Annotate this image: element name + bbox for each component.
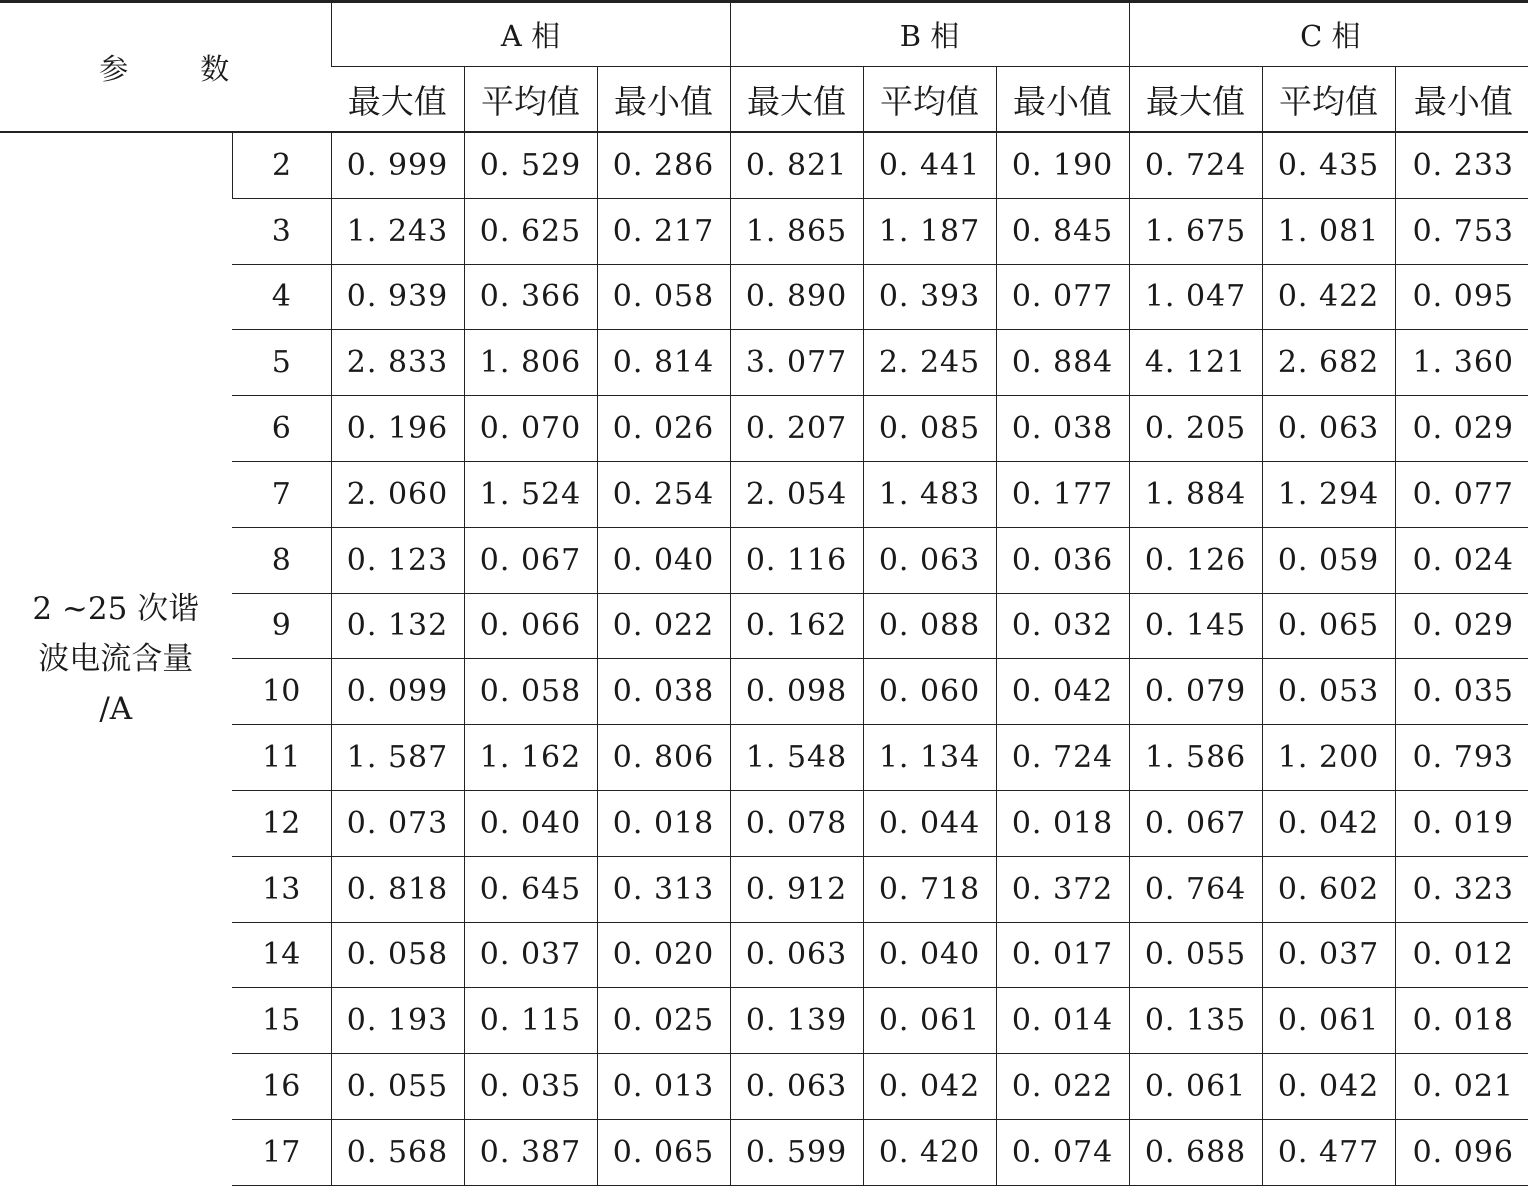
phase-b-avg-cell: 1. 483	[863, 461, 996, 527]
phase-a-max-cell: 0. 099	[331, 659, 464, 725]
phase-a-max-cell: 0. 818	[331, 856, 464, 922]
harmonic-order-cell: 9	[232, 593, 331, 659]
phase-c-max-cell: 0. 061	[1129, 1054, 1262, 1120]
phase-a-min-cell: 0. 026	[597, 396, 730, 462]
phase-b-min-cell: 0. 018	[996, 790, 1129, 856]
phase-b-min-cell: 0. 074	[996, 1119, 1129, 1185]
phase-a-avg-header: 平均值	[464, 67, 597, 133]
phase-b-min-cell: 0. 036	[996, 527, 1129, 593]
phase-c-avg-cell: 0. 042	[1262, 790, 1395, 856]
phase-a-min-cell: 0. 313	[597, 856, 730, 922]
phase-c-avg-cell: 0. 053	[1262, 659, 1395, 725]
phase-a-avg-cell: 1. 806	[464, 330, 597, 396]
phase-b-min-cell: 0. 032	[996, 593, 1129, 659]
phase-a-max-cell: 2. 060	[331, 461, 464, 527]
phase-c-max-cell: 1. 586	[1129, 725, 1262, 791]
harmonic-order-cell: 11	[232, 725, 331, 791]
phase-c-max-cell: 0. 724	[1129, 132, 1262, 198]
phase-a-avg-cell: 0. 387	[464, 1119, 597, 1185]
phase-c-min-cell: 0. 012	[1395, 922, 1528, 988]
phase-b-max-cell: 0. 162	[730, 593, 863, 659]
phase-b-max-cell: 1. 865	[730, 198, 863, 264]
phase-c-min-cell: 0. 753	[1395, 198, 1528, 264]
harmonic-order-cell: 16	[232, 1054, 331, 1120]
phase-c-min-cell: 0. 077	[1395, 461, 1528, 527]
group-label-line3: /A	[99, 691, 133, 728]
phase-a-max-cell: 0. 999	[331, 132, 464, 198]
phase-c-min-cell: 0. 018	[1395, 988, 1528, 1054]
phase-c-min-cell: 0. 029	[1395, 396, 1528, 462]
phase-a-min-cell: 0. 058	[597, 264, 730, 330]
phase-c-max-cell: 0. 055	[1129, 922, 1262, 988]
phase-a-max-cell: 0. 123	[331, 527, 464, 593]
phase-a-avg-cell: 0. 037	[464, 922, 597, 988]
phase-a-max-cell: 0. 196	[331, 396, 464, 462]
phase-b-avg-cell: 1. 134	[863, 725, 996, 791]
phase-c-max-cell: 0. 764	[1129, 856, 1262, 922]
phase-a-min-header: 最小值	[597, 67, 730, 133]
phase-a-min-cell: 0. 286	[597, 132, 730, 198]
phase-c-avg-cell: 0. 422	[1262, 264, 1395, 330]
phase-a-avg-cell: 0. 066	[464, 593, 597, 659]
phase-b-min-cell: 0. 017	[996, 922, 1129, 988]
phase-c-min-cell: 0. 096	[1395, 1119, 1528, 1185]
harmonic-order-cell: 12	[232, 790, 331, 856]
phase-a-avg-cell: 0. 645	[464, 856, 597, 922]
phase-a-max-cell: 0. 073	[331, 790, 464, 856]
phase-a-min-cell: 0. 018	[597, 790, 730, 856]
phase-c-avg-cell: 0. 477	[1262, 1119, 1395, 1185]
phase-b-max-cell: 0. 078	[730, 790, 863, 856]
phase-a-avg-cell: 0. 529	[464, 132, 597, 198]
phase-c-avg-cell: 0. 065	[1262, 593, 1395, 659]
phase-b-avg-cell: 0. 060	[863, 659, 996, 725]
phase-c-min-cell: 0. 793	[1395, 725, 1528, 791]
phase-a-avg-cell: 0. 115	[464, 988, 597, 1054]
phase-c-max-cell: 1. 675	[1129, 198, 1262, 264]
phase-b-min-cell: 0. 845	[996, 198, 1129, 264]
harmonic-order-cell: 10	[232, 659, 331, 725]
phase-b-avg-cell: 0. 061	[863, 988, 996, 1054]
phase-b-avg-cell: 0. 040	[863, 922, 996, 988]
phase-c-max-cell: 0. 688	[1129, 1119, 1262, 1185]
phase-b-max-cell: 2. 054	[730, 461, 863, 527]
phase-a-max-cell: 0. 193	[331, 988, 464, 1054]
phase-c-max-cell: 4. 121	[1129, 330, 1262, 396]
harmonic-order-cell: 15	[232, 988, 331, 1054]
phase-a-avg-cell: 0. 040	[464, 790, 597, 856]
phase-b-max-cell: 0. 890	[730, 264, 863, 330]
harmonic-order-cell: 13	[232, 856, 331, 922]
harmonic-order-cell: 17	[232, 1119, 331, 1185]
phase-a-max-cell: 0. 568	[331, 1119, 464, 1185]
phase-c-max-cell: 0. 126	[1129, 527, 1262, 593]
phase-c-min-cell: 0. 029	[1395, 593, 1528, 659]
phase-b-min-cell: 0. 190	[996, 132, 1129, 198]
phase-c-max-header: 最大值	[1129, 67, 1262, 133]
phase-b-min-cell: 0. 014	[996, 988, 1129, 1054]
harmonic-order-cell: 7	[232, 461, 331, 527]
phase-b-max-header: 最大值	[730, 67, 863, 133]
phase-a-max-cell: 1. 243	[331, 198, 464, 264]
phase-a-max-cell: 0. 132	[331, 593, 464, 659]
phase-c-max-cell: 0. 079	[1129, 659, 1262, 725]
phase-c-avg-cell: 0. 063	[1262, 396, 1395, 462]
phase-b-max-cell: 0. 116	[730, 527, 863, 593]
phase-c-min-cell: 0. 323	[1395, 856, 1528, 922]
phase-b-avg-cell: 0. 085	[863, 396, 996, 462]
phase-a-avg-cell: 0. 625	[464, 198, 597, 264]
phase-a-min-cell: 0. 022	[597, 593, 730, 659]
phase-c-min-cell: 0. 095	[1395, 264, 1528, 330]
phase-b-min-cell: 0. 177	[996, 461, 1129, 527]
phase-b-max-cell: 1. 548	[730, 725, 863, 791]
phase-b-avg-header: 平均值	[863, 67, 996, 133]
harmonic-order-cell: 3	[232, 198, 331, 264]
phase-b-avg-cell: 0. 088	[863, 593, 996, 659]
phase-a-min-cell: 0. 065	[597, 1119, 730, 1185]
phase-c-header: C 相	[1129, 2, 1528, 67]
phase-b-max-cell: 0. 821	[730, 132, 863, 198]
phase-b-max-cell: 0. 207	[730, 396, 863, 462]
phase-a-min-cell: 0. 217	[597, 198, 730, 264]
harmonic-order-cell: 6	[232, 396, 331, 462]
phase-b-avg-cell: 2. 245	[863, 330, 996, 396]
phase-b-avg-cell: 0. 420	[863, 1119, 996, 1185]
phase-b-max-cell: 0. 139	[730, 988, 863, 1054]
phase-b-max-cell: 0. 599	[730, 1119, 863, 1185]
phase-a-max-cell: 1. 587	[331, 725, 464, 791]
phase-c-min-cell: 0. 024	[1395, 527, 1528, 593]
phase-b-avg-cell: 0. 441	[863, 132, 996, 198]
phase-c-avg-header: 平均值	[1262, 67, 1395, 133]
harmonic-group-label	[0, 132, 232, 1185]
phase-a-avg-cell: 1. 162	[464, 725, 597, 791]
phase-a-min-cell: 0. 806	[597, 725, 730, 791]
phase-a-min-cell: 0. 040	[597, 527, 730, 593]
phase-a-avg-cell: 0. 366	[464, 264, 597, 330]
phase-c-min-cell: 0. 233	[1395, 132, 1528, 198]
param-header-cell	[0, 2, 331, 133]
phase-c-avg-cell: 0. 059	[1262, 527, 1395, 593]
phase-b-avg-cell: 0. 042	[863, 1054, 996, 1120]
harmonic-order-cell: 4	[232, 264, 331, 330]
phase-b-min-cell: 0. 042	[996, 659, 1129, 725]
phase-b-max-cell: 0. 063	[730, 922, 863, 988]
phase-c-max-cell: 1. 884	[1129, 461, 1262, 527]
phase-b-max-cell: 3. 077	[730, 330, 863, 396]
phase-a-max-header: 最大值	[331, 67, 464, 133]
phase-a-min-cell: 0. 020	[597, 922, 730, 988]
phase-a-max-cell: 0. 058	[331, 922, 464, 988]
phase-c-max-cell: 0. 135	[1129, 988, 1262, 1054]
phase-a-avg-cell: 0. 058	[464, 659, 597, 725]
phase-c-min-cell: 1. 360	[1395, 330, 1528, 396]
phase-c-avg-cell: 0. 042	[1262, 1054, 1395, 1120]
phase-c-avg-cell: 0. 061	[1262, 988, 1395, 1054]
phase-c-min-cell: 0. 019	[1395, 790, 1528, 856]
phase-a-min-cell: 0. 814	[597, 330, 730, 396]
phase-c-min-cell: 0. 035	[1395, 659, 1528, 725]
phase-b-avg-cell: 0. 063	[863, 527, 996, 593]
phase-a-avg-cell: 0. 067	[464, 527, 597, 593]
phase-c-avg-cell: 1. 081	[1262, 198, 1395, 264]
phase-a-avg-cell: 0. 070	[464, 396, 597, 462]
phase-a-max-cell: 0. 055	[331, 1054, 464, 1120]
phase-c-max-cell: 0. 145	[1129, 593, 1262, 659]
phase-b-max-cell: 0. 098	[730, 659, 863, 725]
phase-a-header: A 相	[331, 2, 730, 67]
phase-b-avg-cell: 0. 718	[863, 856, 996, 922]
phase-b-min-cell: 0. 038	[996, 396, 1129, 462]
harmonic-order-cell: 8	[232, 527, 331, 593]
phase-a-avg-cell: 1. 524	[464, 461, 597, 527]
phase-b-avg-cell: 0. 393	[863, 264, 996, 330]
phase-c-avg-cell: 0. 435	[1262, 132, 1395, 198]
phase-b-avg-cell: 0. 044	[863, 790, 996, 856]
phase-b-min-cell: 0. 724	[996, 725, 1129, 791]
phase-c-max-cell: 0. 205	[1129, 396, 1262, 462]
phase-c-avg-cell: 0. 602	[1262, 856, 1395, 922]
phase-b-min-cell: 0. 022	[996, 1054, 1129, 1120]
param-label-2: 数	[200, 51, 232, 86]
phase-c-min-header: 最小值	[1395, 67, 1528, 133]
table-row	[0, 132, 1528, 198]
phase-b-min-cell: 0. 884	[996, 330, 1129, 396]
phase-a-min-cell: 0. 025	[597, 988, 730, 1054]
phase-c-avg-cell: 1. 200	[1262, 725, 1395, 791]
phase-c-avg-cell: 2. 682	[1262, 330, 1395, 396]
phase-a-min-cell: 0. 038	[597, 659, 730, 725]
phase-b-max-cell: 0. 912	[730, 856, 863, 922]
phase-c-min-cell: 0. 021	[1395, 1054, 1528, 1120]
group-label-line1: 2 ~25 次谐	[32, 591, 200, 628]
phase-b-min-cell: 0. 077	[996, 264, 1129, 330]
phase-b-header: B 相	[730, 2, 1129, 67]
phase-b-avg-cell: 1. 187	[863, 198, 996, 264]
phase-a-min-cell: 0. 013	[597, 1054, 730, 1120]
harmonic-order-cell: 2	[232, 132, 331, 198]
phase-c-max-cell: 0. 067	[1129, 790, 1262, 856]
harmonic-order-cell: 14	[232, 922, 331, 988]
phase-a-max-cell: 0. 939	[331, 264, 464, 330]
harmonic-order-cell: 5	[232, 330, 331, 396]
phase-c-avg-cell: 0. 037	[1262, 922, 1395, 988]
phase-b-min-header: 最小值	[996, 67, 1129, 133]
param-label-1: 参	[99, 51, 131, 86]
phase-a-avg-cell: 0. 035	[464, 1054, 597, 1120]
phase-c-max-cell: 1. 047	[1129, 264, 1262, 330]
phase-b-max-cell: 0. 063	[730, 1054, 863, 1120]
phase-a-min-cell: 0. 254	[597, 461, 730, 527]
phase-b-min-cell: 0. 372	[996, 856, 1129, 922]
header-row-phases	[0, 2, 1528, 67]
phase-c-avg-cell: 1. 294	[1262, 461, 1395, 527]
group-label-line2: 波电流含量	[38, 641, 194, 678]
phase-a-max-cell: 2. 833	[331, 330, 464, 396]
